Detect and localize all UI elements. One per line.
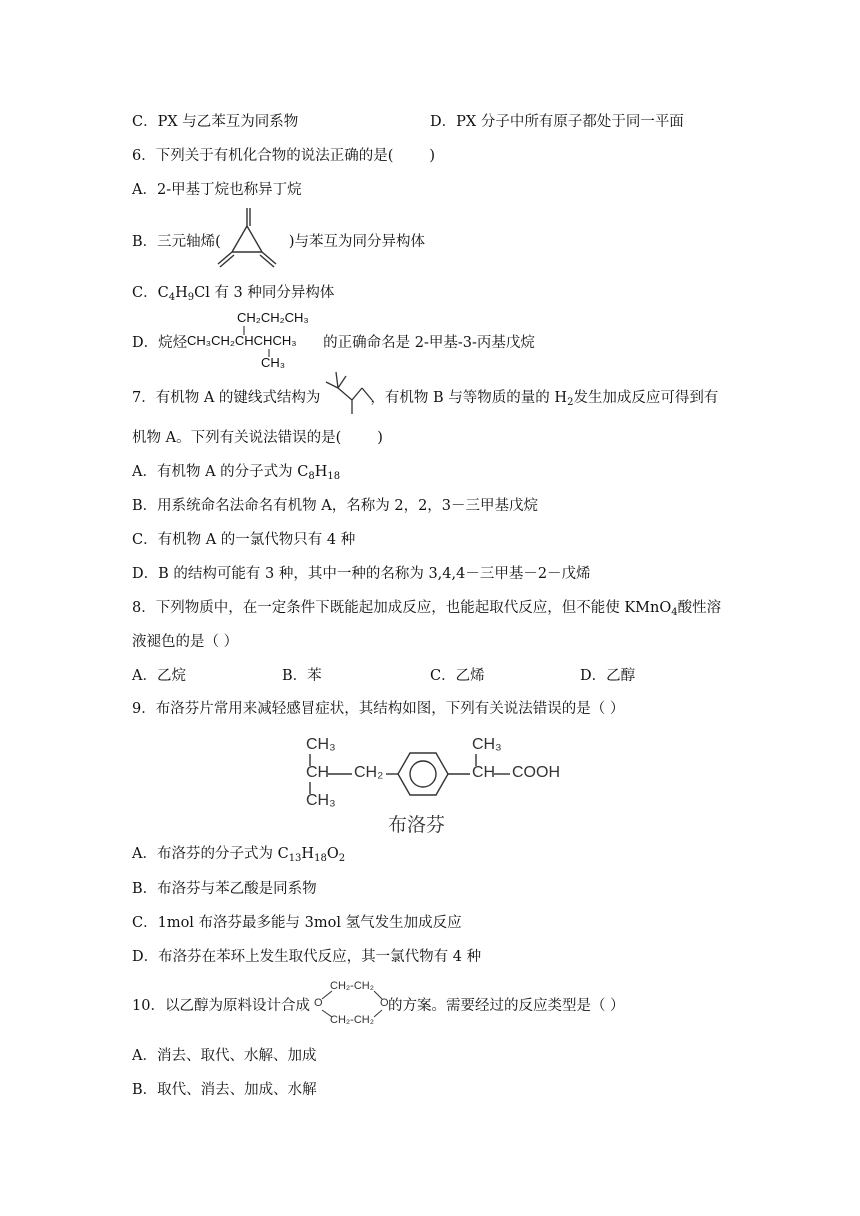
q5-option-d[interactable]: D．PX 分子中所有原子都处于同一平面 — [430, 114, 684, 130]
q6-option-c[interactable] — [132, 283, 334, 308]
q9-option-b[interactable]: B．布洛芬与苯乙酸是同系物 — [132, 881, 317, 897]
dioxane-ring-bottom: CH₂-CH₂ — [330, 1014, 374, 1026]
q7-option-a[interactable] — [132, 462, 340, 487]
q9-option-a-sub1: 13 — [288, 853, 302, 864]
alkane-structure-figure — [187, 310, 327, 372]
q8-option-b[interactable]: B．苯 — [282, 668, 322, 684]
ibu-ch-left: CH — [306, 764, 330, 781]
q6-option-d-pre: D．烷烃 — [132, 335, 188, 351]
q9-option-a[interactable] — [132, 844, 345, 869]
q8-stem-line2: 液褪色的是（ ） — [132, 634, 239, 650]
q9-option-a-pre: A．布洛芬的分子式为 C — [132, 846, 289, 862]
q10-stem-post: 的方案。需要经过的反应类型是（ ） — [387, 998, 625, 1014]
q7-option-d[interactable]: D．B 的结构可能有 3 种，其中一种的名称为 3,4,4－三甲基－2－戊烯 — [132, 566, 591, 582]
q6-option-c-sub2: 9 — [187, 292, 195, 303]
q6-option-d-post: 的正确命名是 2-甲基-3-丙基戊烷 — [323, 335, 535, 351]
q5-option-c[interactable]: C．PX 与乙苯互为同系物 — [132, 114, 299, 130]
ibu-ch-right: CH — [472, 764, 496, 781]
q7-option-c[interactable]: C．有机物 A 的一氯代物只有 4 种 — [132, 532, 356, 548]
q7-option-b[interactable]: B．用系统命名法命名有机物 A，名称为 2，2，3－三甲基戊烷 — [132, 498, 539, 514]
q8-stem-pre: 8．下列物质中，在一定条件下既能起加成反应，也能起取代反应，但不能使 KMnO — [132, 600, 672, 616]
q7-stem-sub: 2 — [567, 397, 574, 408]
q7-stem-post-b: 发生加成反应可得到有 — [573, 390, 719, 406]
q6-option-c-sub1: 4 — [168, 292, 176, 303]
ibu-ch3-bottom-left: CH₃ — [306, 792, 336, 809]
q9-option-a-mid2: O — [326, 846, 339, 862]
ibu-caption: 布洛芬 — [388, 814, 446, 836]
q7-stem-pre: 7．有机物 A 的键线式结构为 — [132, 390, 321, 406]
q7-stem-line2 — [132, 428, 383, 448]
q8-option-a[interactable]: A．乙烷 — [132, 668, 186, 684]
ibuprofen-structure-figure — [300, 734, 570, 834]
q8-stem-sub: 4 — [671, 607, 678, 618]
q9-stem: 9．布洛芬片常用来减轻感冒症状，其结构如图，下列有关说法错误的是（ ） — [132, 701, 625, 717]
q6-option-c-post: Cl 有 3 种同分异构体 — [194, 285, 335, 301]
q7-stem2-post: ) — [377, 430, 383, 446]
ibu-ch3-top-left: CH₃ — [306, 736, 336, 753]
q8-option-c[interactable]: C．乙烯 — [430, 668, 485, 684]
q9-option-a-sub3: 2 — [338, 853, 346, 864]
q6-option-b-pre: B．三元轴烯( — [132, 234, 221, 250]
q6-stem — [132, 146, 435, 166]
q6-stem-text: 6．下列关于有机化合物的说法正确的是( — [132, 148, 394, 164]
dioxane-o-left: O — [314, 997, 323, 1009]
alkane-struct-main: CH₃CH₂CHCHCH₃ — [187, 333, 297, 348]
q8-stem-line1 — [132, 598, 721, 623]
dioxane-o-right: O — [380, 997, 389, 1009]
ibu-ch2: CH₂ — [354, 764, 384, 781]
q9-option-a-mid1: H — [301, 846, 315, 862]
q9-option-a-sub2: 18 — [314, 853, 327, 864]
q7-option-a-sub1: 8 — [308, 471, 315, 482]
q7-stem-post-a: ，有机物 B 与等物质的量的 H — [370, 390, 568, 406]
q7-stem-line1 — [132, 388, 718, 413]
dioxane-ring-top: CH₂-CH₂ — [330, 980, 374, 992]
q6-option-a[interactable]: A．2-甲基丁烷也称异丁烷 — [132, 182, 302, 198]
q7-option-a-sub2: 18 — [327, 471, 341, 482]
q9-option-d[interactable]: D．布洛芬在苯环上发生取代反应，其一氯代物有 4 种 — [132, 949, 482, 965]
q10-option-a[interactable]: A．消去、取代、水解、加成 — [132, 1048, 317, 1064]
q9-option-c[interactable]: C．1mol 布洛芬最多能与 3mol 氢气发生加成反应 — [132, 915, 462, 931]
q6-option-b-post: )与苯互为同分异构体 — [288, 234, 425, 250]
q8-stem-post: 酸性溶 — [677, 600, 722, 616]
q7-option-a-pre: A．有机物 A 的分子式为 C — [132, 464, 309, 480]
ibu-cooh: COOH — [512, 764, 560, 781]
q6-stem-close: ) — [429, 148, 436, 164]
q8-option-d[interactable]: D．乙醇 — [580, 668, 636, 684]
q7-option-a-mid: H — [314, 464, 328, 480]
q10-stem-pre: 10．以乙醇为原料设计合成 — [132, 998, 310, 1014]
ibu-ch3-top-right: CH₃ — [472, 736, 502, 753]
q6-option-c-pre: C．C — [132, 285, 169, 301]
alkane-struct-top: CH₂CH₂CH₃ — [237, 310, 309, 325]
skeletal-structure-a-figure — [322, 368, 374, 418]
q7-stem2-pre: 机物 A。下列有关说法错误的是( — [132, 430, 342, 446]
q10-option-b[interactable]: B．取代、消去、加成、水解 — [132, 1082, 317, 1098]
alkane-struct-bottom: CH₃ — [261, 355, 286, 370]
radialene-structure-figure — [212, 204, 282, 272]
dioxane-structure-figure — [312, 980, 392, 1030]
q6-option-c-mid: H — [175, 285, 188, 301]
